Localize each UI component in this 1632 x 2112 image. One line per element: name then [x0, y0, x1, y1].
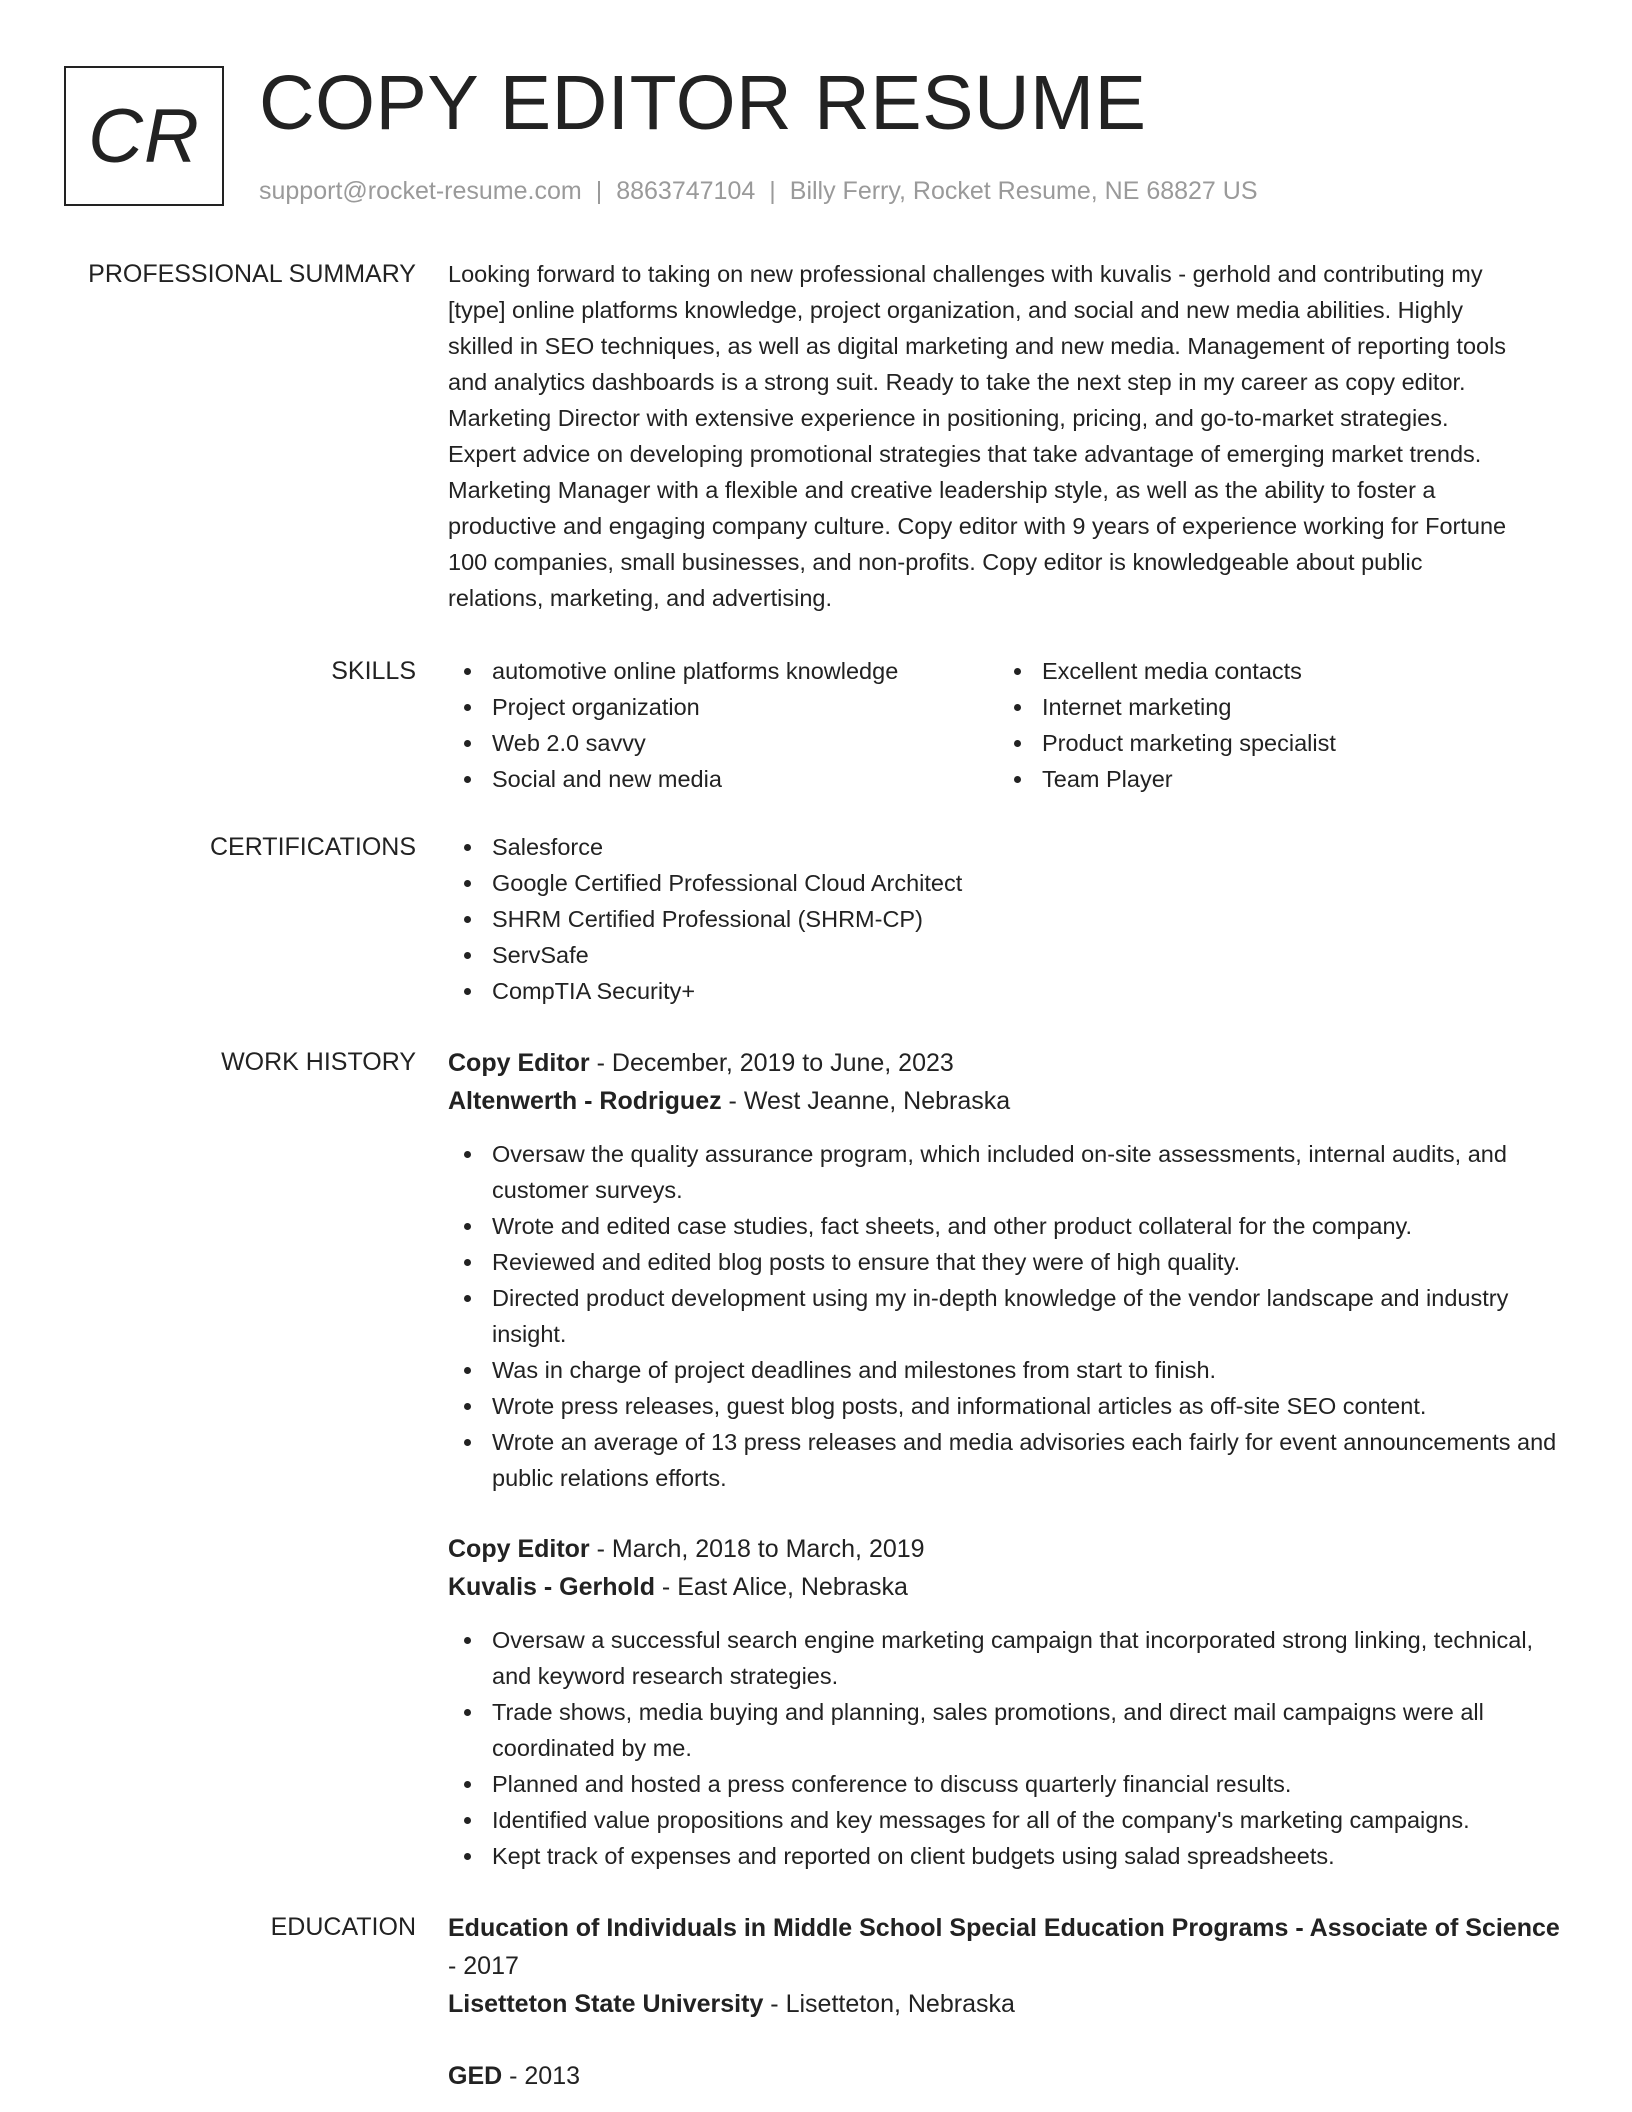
job-duty: Oversaw the quality assurance program, which included on-site assessments, internal audits, and customer surveys.: [448, 1136, 1572, 1208]
job-duties-list: [448, 1622, 1572, 1874]
job-duty: Trade shows, media buying and planning, sales promotions, and direct mail campaigns were all coordinated by me.: [448, 1694, 1572, 1766]
summary-line: productive and engaging company culture. Copy editor with 9 years of experience working for Fortune: [448, 513, 1507, 539]
certification-item: Google Certified Professional Cloud Architect: [448, 865, 1572, 901]
job-title: Copy Editor: [448, 1049, 590, 1077]
job-duty: Oversaw a successful search engine marketing campaign that incorporated strong linking, technical, and keyword research strategies.: [448, 1622, 1572, 1694]
section-label-summary: PROFESSIONAL SUMMARY: [88, 260, 416, 288]
education-degree-line: [448, 1909, 1572, 1985]
certifications-list: [448, 829, 1572, 1009]
skill-item: automotive online platforms knowledge: [448, 653, 998, 689]
contact-email[interactable]: support@rocket-resume.com: [259, 177, 582, 205]
summary-line: and analytics dashboards is a strong suit. Ready to take the next step in my career as copy editor.: [448, 369, 1466, 395]
education-entry: [448, 1909, 1572, 2023]
skill-item: Internet marketing: [998, 689, 1548, 725]
skill-item: Project organization: [448, 689, 998, 725]
summary-line: Expert advice on developing promotional strategies that take advantage of emerging market trends.: [448, 441, 1482, 467]
contact-line: [259, 174, 1258, 208]
skill-item: Excellent media contacts: [998, 653, 1548, 689]
job-duty: Reviewed and edited blog posts to ensure that they were of high quality.: [448, 1244, 1572, 1280]
skills-list-right: [998, 653, 1548, 797]
skills-body: [448, 653, 1572, 797]
summary-body: [448, 256, 1572, 616]
education-entry: [448, 2057, 1572, 2095]
education-body: [448, 1909, 1572, 2095]
resume-title: COPY EDITOR RESUME: [259, 60, 1147, 146]
job-location: - East Alice, Nebraska: [654, 1573, 908, 1601]
job-duty: Directed product development using my in-depth knowledge of the vendor landscape and industry insight.: [448, 1280, 1572, 1352]
job-company-line: [448, 1568, 1572, 1606]
education-location: - Lisetteton, Nebraska: [763, 1990, 1015, 2018]
job-duty: Wrote press releases, guest blog posts, and informational articles as off-site SEO content.: [448, 1388, 1572, 1424]
job-duty: Wrote an average of 13 press releases and media advisories each fairly for event announcements and public relations efforts.: [448, 1424, 1572, 1496]
summary-line: [type] online platforms knowledge, project organization, and social and new media abilities. Highly: [448, 297, 1463, 323]
job-duties-list: [448, 1136, 1572, 1496]
job-title-line: [448, 1044, 1572, 1082]
education-degree: Education of Individuals in Middle School Special Education Programs - Associate of Science: [448, 1914, 1560, 1942]
skill-item: Web 2.0 savvy: [448, 725, 998, 761]
summary-line: Marketing Director with extensive experience in positioning, pricing, and go-to-market strategies.: [448, 405, 1449, 431]
job-duty: Was in charge of project deadlines and milestones from start to finish.: [448, 1352, 1572, 1388]
job-duty: Wrote and edited case studies, fact sheets, and other product collateral for the company.: [448, 1208, 1572, 1244]
section-label-work-history: WORK HISTORY: [221, 1048, 416, 1076]
summary-line: Looking forward to taking on new professional challenges with kuvalis - gerhold and contributing my: [448, 261, 1483, 287]
contact-separator: |: [595, 177, 603, 205]
skill-item: Social and new media: [448, 761, 998, 797]
job-duty: Planned and hosted a press conference to discuss quarterly financial results.: [448, 1766, 1572, 1802]
education-school: Lisetteton State University: [448, 1990, 764, 2018]
education-school-line: [448, 1985, 1572, 2023]
job-duty: Kept track of expenses and reported on client budgets using salad spreadsheets.: [448, 1838, 1572, 1874]
job-title: Copy Editor: [448, 1535, 590, 1563]
skill-item: Product marketing specialist: [998, 725, 1548, 761]
section-label-certifications: CERTIFICATIONS: [209, 833, 416, 861]
education-year: - 2017: [448, 1952, 519, 1980]
contact-phone[interactable]: 8863747104: [616, 177, 756, 205]
job-title-line: [448, 1530, 1572, 1568]
section-label-education: EDUCATION: [270, 1913, 416, 1941]
certification-item: Salesforce: [448, 829, 1572, 865]
job-dates: - March, 2018 to March, 2019: [589, 1535, 925, 1563]
certification-item: SHRM Certified Professional (SHRM-CP): [448, 901, 1572, 937]
job-company: Altenwerth - Rodriguez: [448, 1087, 722, 1115]
education-degree-line: [448, 2057, 1572, 2095]
job-company: Kuvalis - Gerhold: [448, 1573, 655, 1601]
education-degree: GED: [448, 2062, 503, 2090]
job-entry: [448, 1530, 1572, 1874]
contact-separator: |: [769, 177, 776, 205]
certification-item: CompTIA Security+: [448, 973, 1572, 1009]
section-label-skills: SKILLS: [331, 657, 416, 685]
job-dates: - December, 2019 to June, 2023: [589, 1049, 954, 1077]
summary-line: 100 companies, small businesses, and non-profits. Copy editor is knowledgeable about public: [448, 549, 1423, 575]
job-entry: [448, 1044, 1572, 1496]
education-year: - 2013: [502, 2062, 581, 2090]
job-duty: Identified value propositions and key messages for all of the company's marketing campaigns.: [448, 1802, 1572, 1838]
summary-line: skilled in SEO techniques, as well as digital marketing and new media. Management of reporting tools: [448, 333, 1507, 359]
monogram-logo: CR: [64, 66, 224, 206]
summary-line: Marketing Manager with a flexible and creative leadership style, as well as the ability to foster a: [448, 477, 1436, 503]
skill-item: Team Player: [998, 761, 1548, 797]
certifications-body: [448, 829, 1572, 1009]
job-company-line: [448, 1082, 1572, 1120]
work-history-body: [448, 1044, 1572, 1874]
contact-address: Billy Ferry, Rocket Resume, NE 68827 US: [789, 177, 1258, 205]
summary-line: relations, marketing, and advertising.: [448, 585, 833, 611]
certification-item: ServSafe: [448, 937, 1572, 973]
skills-list-left: [448, 653, 998, 797]
job-location: - West Jeanne, Nebraska: [721, 1087, 1011, 1115]
